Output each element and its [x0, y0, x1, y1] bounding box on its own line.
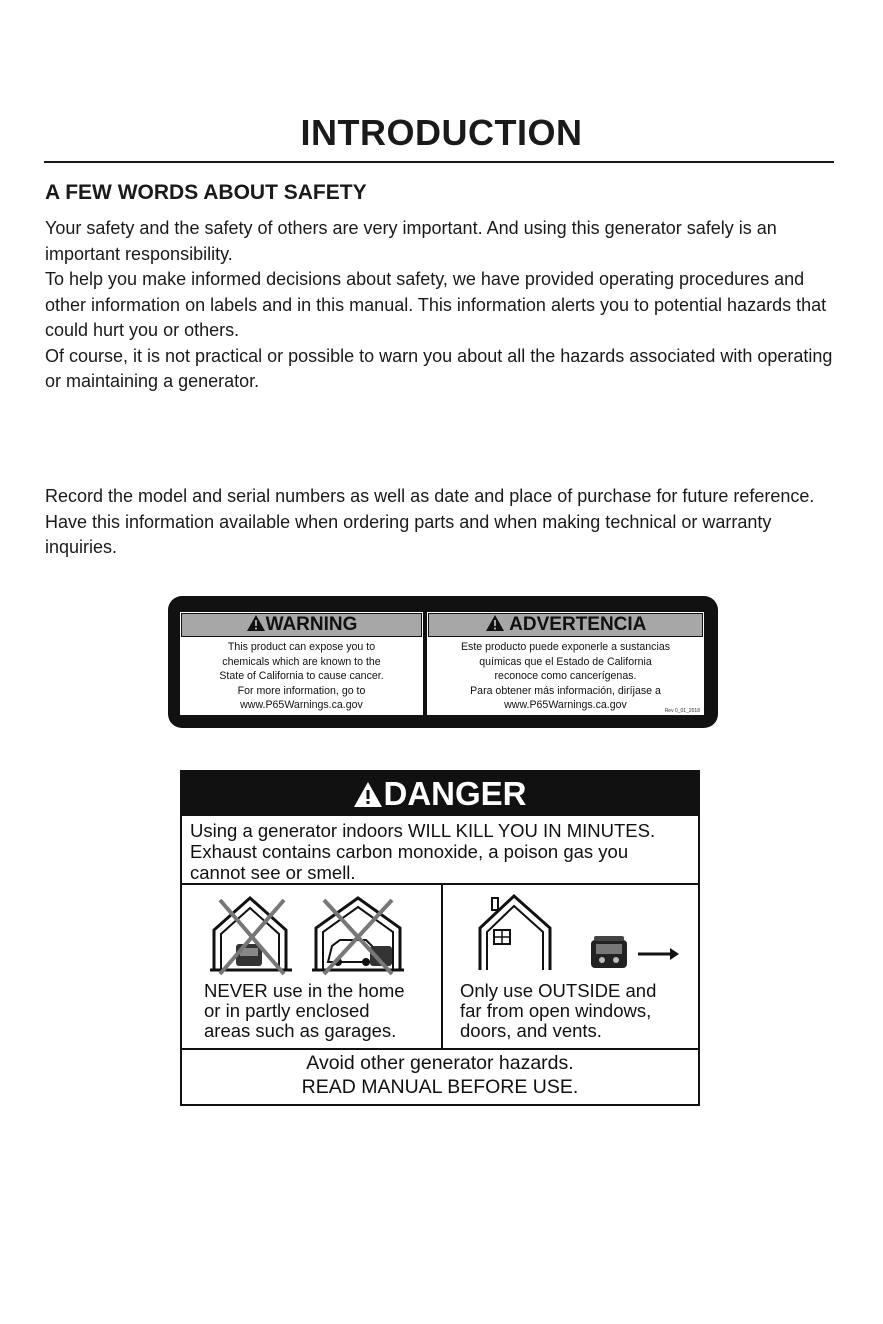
danger-footer-line: Avoid other generator hazards. [306, 1052, 574, 1074]
danger-divider [182, 1048, 698, 1050]
prop65-english-header-text: WARNING [265, 614, 358, 635]
danger-label [180, 770, 700, 1106]
indoor-caption-line: or in partly enclosed [204, 1000, 370, 1021]
section-heading: A FEW WORDS ABOUT SAFETY [45, 181, 367, 204]
indoor-caption-line: areas such as garages. [204, 1020, 397, 1041]
prop65-spanish-header [428, 613, 703, 637]
intro-paragraph: Of course, it is not practical or possible to warn you about all the hazards associated with operating or maintaining a generator. [45, 345, 833, 391]
danger-warning-line: Using a generator indoors WILL KILL YOU IN MINUTES. [190, 820, 656, 841]
danger-warning-line: Exhaust contains carbon monoxide, a poison gas you [190, 841, 629, 862]
prop65-english-body [180, 640, 423, 713]
house-icon [474, 890, 558, 974]
prop65-english-line: For more information, go to [237, 684, 366, 697]
record-paragraph: Record the model and serial numbers as well as date and place of purchase for future reference. Have this information available when ordering parts and when making technical or warranty inquiries. [45, 486, 815, 557]
danger-warning-line: cannot see or smell. [190, 862, 356, 883]
prop65-english-line: State of California to cause cancer. [219, 670, 384, 683]
title-divider [44, 161, 834, 163]
danger-header [182, 772, 698, 816]
prop65-english-line: This product can expose you to [227, 641, 376, 653]
warning-triangle-icon [246, 614, 266, 632]
danger-column-divider [441, 885, 443, 1049]
prop65-english-header [181, 613, 422, 637]
warning-triangle-icon [485, 614, 505, 632]
prop65-spanish-line: reconoce como cancerígenas. [494, 670, 637, 683]
prop65-spanish-panel [427, 612, 704, 715]
prop65-warning-label [168, 596, 718, 728]
indoor-caption-line: NEVER use in the home [204, 980, 405, 1001]
prop65-spanish-body [427, 640, 704, 713]
prop65-spanish-line: Para obtener más información, diríjase a [470, 684, 661, 697]
prop65-spanish-line: Este producto puede exponerle a sustancias [460, 641, 671, 653]
intro-paragraph: To help you make informed decisions about safety, we have provided operating procedures and other information on labels and in this manual. This information alerts you to potential hazards that could hurt you or others. [45, 269, 827, 340]
generator-icon [588, 934, 630, 972]
garage-with-car-and-generator-crossed-icon [310, 892, 406, 976]
outdoor-caption-line: doors, and vents. [460, 1020, 602, 1041]
page-title: INTRODUCTION [300, 112, 583, 153]
danger-header-text: DANGER [383, 775, 527, 812]
outdoor-caption-line: Only use OUTSIDE and [460, 980, 657, 1001]
prop65-spanish-header-text: ADVERTENCIA [509, 614, 647, 635]
prop65-revision-note: Rev 0_01_2018 [664, 708, 700, 714]
intro-paragraph: Your safety and the safety of others are very important. And using this generator safely is an important responsibility. [45, 218, 777, 264]
prop65-english-panel [180, 612, 423, 715]
house-with-generator-crossed-icon [208, 892, 294, 976]
intro-text [45, 216, 845, 395]
prop65-english-line: www.P65Warnings.ca.gov [240, 699, 363, 712]
indoor-caption [204, 981, 405, 1041]
danger-footer-line: READ MANUAL BEFORE USE. [301, 1076, 579, 1098]
warning-triangle-icon [353, 781, 383, 808]
danger-warning-text [190, 820, 700, 883]
outdoor-caption [460, 981, 656, 1041]
danger-divider [182, 883, 698, 885]
outdoor-caption-line: far from open windows, [460, 1000, 652, 1021]
danger-footer [182, 1051, 698, 1099]
prop65-spanish-line: www.P65Warnings.ca.gov [504, 699, 627, 712]
prop65-english-line: chemicals which are known to the [222, 655, 381, 668]
prop65-spanish-line: químicas que el Estado de California [479, 655, 652, 668]
arrow-right-icon [636, 946, 680, 962]
